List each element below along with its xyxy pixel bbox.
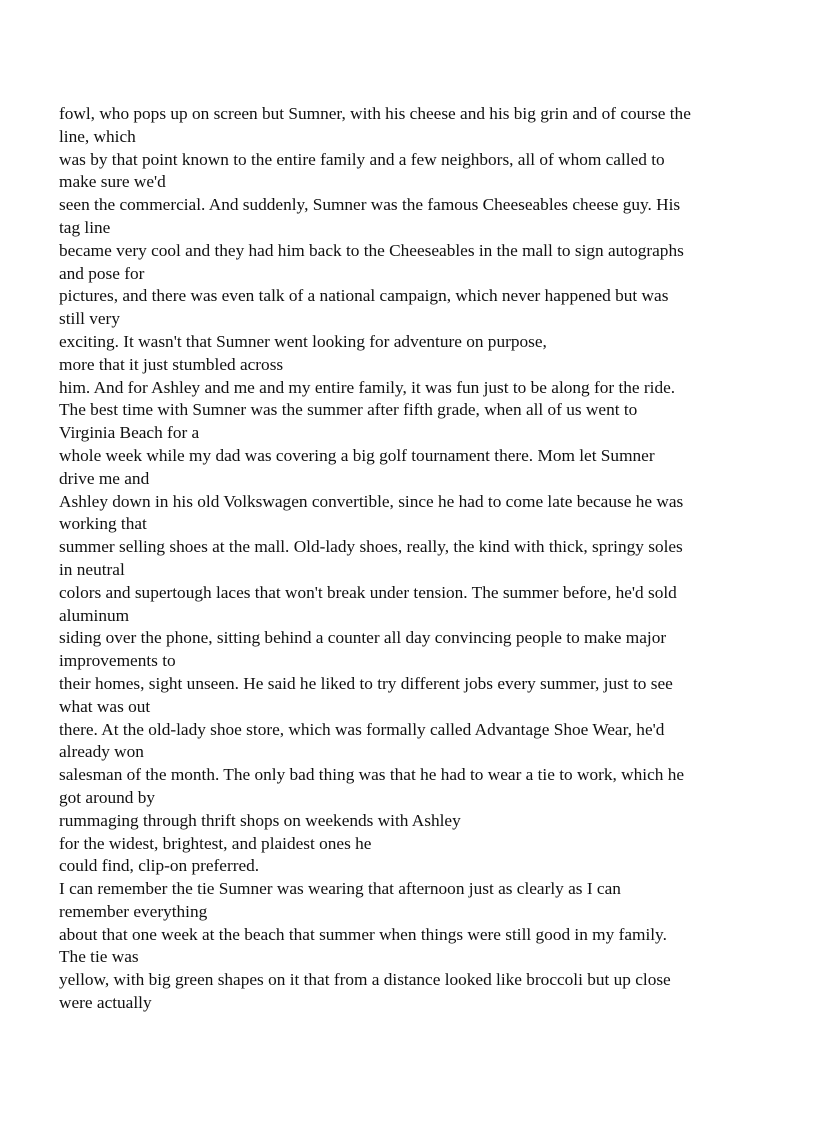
text-line: whole week while my dad was covering a big golf tournament there. Mom let Sumner xyxy=(59,445,655,465)
document-page xyxy=(59,103,759,1015)
text-line: what was out xyxy=(59,696,151,716)
text-line: Ashley down in his old Volkswagen convertible, since he had to come late because he was xyxy=(59,491,684,511)
text-line: summer selling shoes at the mall. Old-lady shoes, really, the kind with thick, springy soles xyxy=(59,537,683,557)
text-line: make sure we'd xyxy=(59,172,166,192)
text-line: got around by xyxy=(59,787,155,807)
text-line: exciting. It wasn't that Sumner went looking for adventure on purpose, xyxy=(59,331,547,351)
text-line: remember everything xyxy=(59,901,208,921)
text-line: line, which xyxy=(59,126,136,146)
text-line: in neutral xyxy=(59,559,125,579)
text-line: could find, clip-on preferred. xyxy=(59,856,260,876)
text-line: seen the commercial. And suddenly, Sumner was the famous Cheeseables cheese guy. His xyxy=(59,195,681,215)
text-line: about that one week at the beach that summer when things were still good in my family. xyxy=(59,924,667,944)
text-line: Virginia Beach for a xyxy=(59,423,200,443)
text-line: there. At the old-lady shoe store, which was formally called Advantage Shoe Wear, he'd xyxy=(59,719,665,739)
text-line: tag line xyxy=(59,217,111,237)
text-line: their homes, sight unseen. He said he liked to try different jobs every summer, just to see xyxy=(59,673,673,693)
text-line: was by that point known to the entire family and a few neighbors, all of whom called to xyxy=(59,149,665,169)
text-line: yellow, with big green shapes on it that from a distance looked like broccoli but up close xyxy=(59,970,671,990)
text-line: I can remember the tie Sumner was wearing that afternoon just as clearly as I can xyxy=(59,879,621,899)
text-line: pictures, and there was even talk of a national campaign, which never happened but was xyxy=(59,286,669,306)
text-line: drive me and xyxy=(59,468,150,488)
text-line: working that xyxy=(59,514,147,534)
text-line: became very cool and they had him back to the Cheeseables in the mall to sign autographs xyxy=(59,240,684,260)
text-line: The best time with Sumner was the summer after fifth grade, when all of us went to xyxy=(59,400,638,420)
text-line: were actually xyxy=(59,993,152,1013)
text-line: rummaging through thrift shops on weekends with Ashley xyxy=(59,810,461,830)
text-line: for the widest, brightest, and plaidest ones he xyxy=(59,833,372,853)
text-line: aluminum xyxy=(59,605,130,625)
text-line: improvements to xyxy=(59,651,176,671)
text-line: already won xyxy=(59,742,144,762)
text-line: him. And for Ashley and me and my entire family, it was fun just to be along for the ride. xyxy=(59,377,676,397)
text-line: siding over the phone, sitting behind a counter all day convincing people to make major xyxy=(59,628,667,648)
text-line: salesman of the month. The only bad thing was that he had to wear a tie to work, which he xyxy=(59,765,685,785)
text-line: The tie was xyxy=(59,947,139,967)
text-line: colors and supertough laces that won't break under tension. The summer before, he'd sold xyxy=(59,582,677,602)
text-line: more that it just stumbled across xyxy=(59,354,284,374)
text-line: and pose for xyxy=(59,263,145,283)
text-line: still very xyxy=(59,309,120,329)
text-line: fowl, who pops up on screen but Sumner, with his cheese and his big grin and of course the xyxy=(59,104,691,123)
